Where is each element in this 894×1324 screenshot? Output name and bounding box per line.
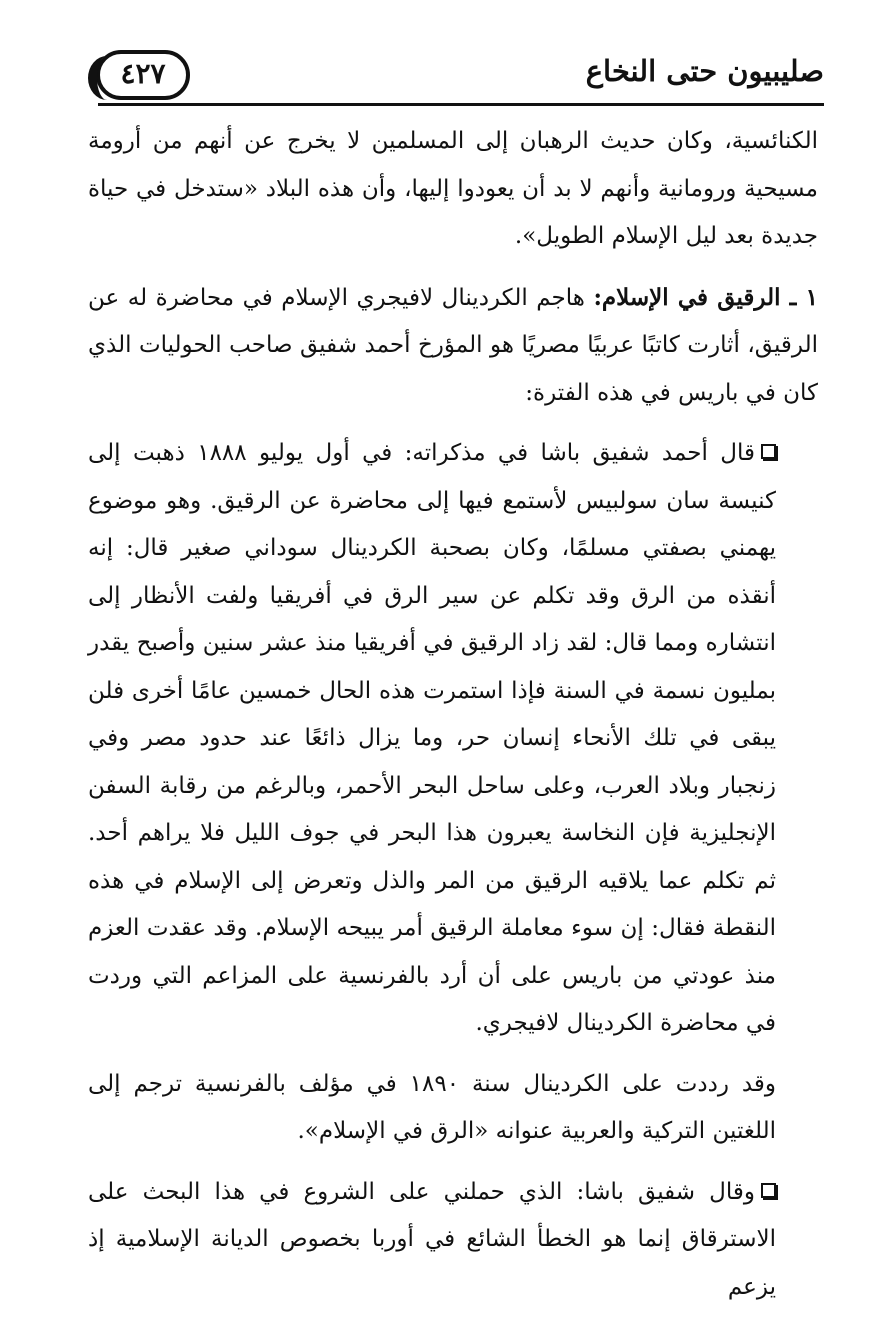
body-text <box>88 118 818 1324</box>
square-bullet-icon <box>761 1183 776 1198</box>
paragraph-quote-shafiq-2 <box>88 1169 818 1312</box>
running-title: صليبيون حتى النخاع <box>585 54 824 88</box>
paragraph-reply <box>88 1061 818 1156</box>
paragraph-section-1 <box>88 274 818 418</box>
page-number-badge <box>96 50 190 100</box>
paragraph-text: قال أحمد شفيق باشا في مذكراته: في أول يوليو ١٨٨٨ ذهبت إلى كنيسة سان سولبيس لأستمع فيها إلى محاضرة عن الرقيق. وهو موضوع يهمني بصفتي مسلمًا، وكان بصحبة الكردينال سوداني صغير قال: إنه أنقذه من الرق وقد تكلم عن سير الرق في أفريقيا ولفت الأنظار إلى انتشاره ومما قال: لقد زاد الرقيق في أفريقيا منذ عشر سنين وأصبح يقدر بمليون نسمة في السنة فإذا استمرت هذه الحال خمسين عامًا أخرى فلن يبقى في تلك الأنحاء إنسان حر، وما يزال ذائعًا عند حدود مصر وفي زنجبار وبلاد العرب، وعلى ساحل البحر الأحمر، وبالرغم من رقابة السفن الإنجليزية فإن النخاسة يعبرون هذا البحر في جوف الليل فلا يراهم أحد. ثم تكلم عما يلاقيه الرقيق من المر والذل وتعرض إلى الإسلام في هذه النقطة فقال: إن سوء معاملة الرقيق أمر يبيحه الإسلام. وقد عقدت العزم منذ عودتي من باريس على أن أرد بالفرنسية على المزاعم التي وردت في محاضرة الكردينال لافيجري. <box>88 440 776 1036</box>
page-header <box>92 50 824 112</box>
header-rule <box>98 103 824 106</box>
paragraph-continuation <box>88 118 818 261</box>
paragraph-text: هاجم الكردينال لافيجري الإسلام في محاضرة له عن الرقيق، أثارت كاتبًا عربيًا مصريًا هو المؤرخ أحمد شفيق صاحب الحوليات الذي كان في باريس في هذه الفترة: <box>88 284 818 406</box>
paragraph-text: وقال شفيق باشا: الذي حملني على الشروع في هذا البحث على الاسترقاق إنما هو الخطأ الشائع في أوربا بخصوص الديانة الإسلامية إذ يزعم <box>88 1178 776 1300</box>
paragraph-text: وقد رددت على الكردينال سنة ١٨٩٠ في مؤلف بالفرنسية ترجم إلى اللغتين التركية والعربية عنوانه «الرق في الإسلام». <box>88 1070 776 1144</box>
page-number: ٤٢٧ <box>120 56 166 90</box>
square-bullet-icon <box>761 444 776 459</box>
section-heading: ١ ـ الرقيق في الإسلام: <box>593 283 819 311</box>
paragraph-quote-shafiq <box>88 430 818 1048</box>
paragraph-text: الكنائسية، وكان حديث الرهبان إلى المسلمين لا يخرج عن أنهم من أرومة مسيحية ورومانية وأنهم لا بد أن يعودوا إليها، وأن هذه البلاد «ستدخل في حياة جديدة بعد ليل الإسلام الطويل». <box>88 128 818 249</box>
